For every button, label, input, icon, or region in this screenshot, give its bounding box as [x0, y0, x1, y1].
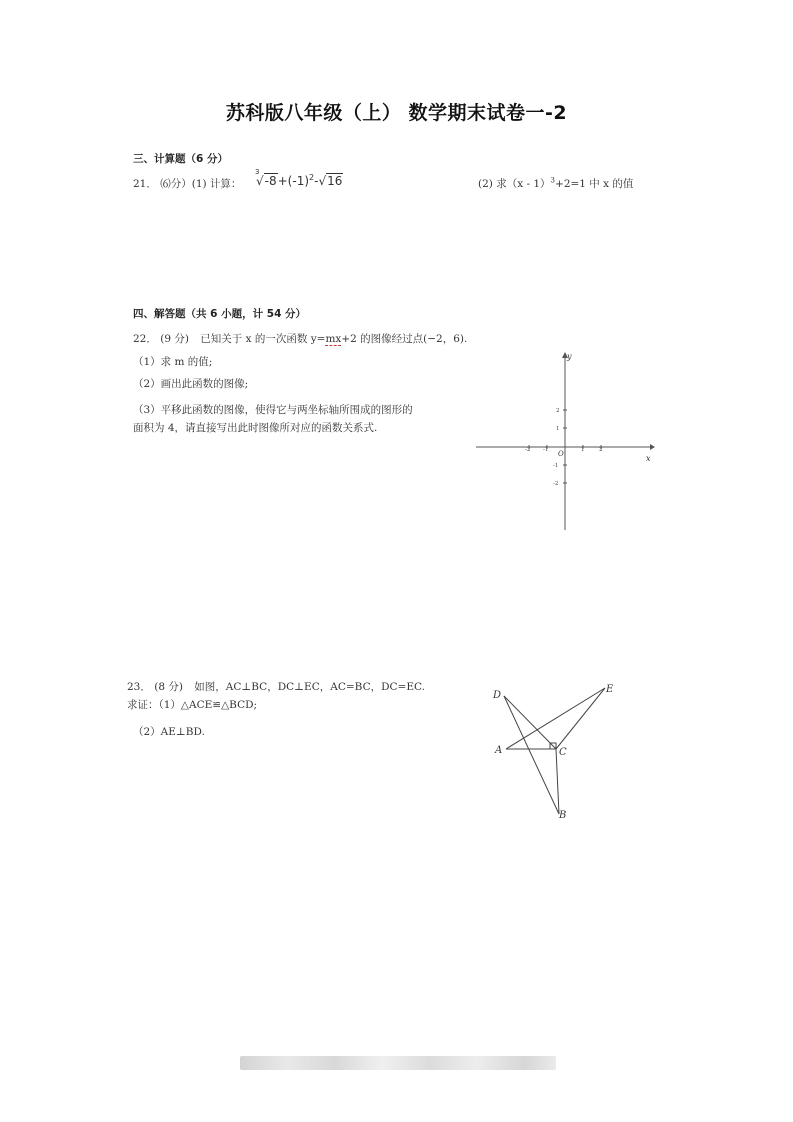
q22-part3-line2: 面积为 4，请直接写出此时图像所对应的函数关系式. [133, 422, 378, 434]
tick-label-x-neg2: -2 [525, 447, 531, 453]
question-23 [127, 679, 425, 694]
tick-label-y-neg2: -2 [553, 481, 559, 487]
q23-score: (8 分) [154, 681, 183, 693]
tick-label-y-2: 2 [556, 408, 560, 414]
tick-label-y-neg1: -1 [553, 463, 559, 469]
q22-part2: （2）画出此函数的图像; [133, 378, 249, 390]
origin-label: O [558, 450, 564, 458]
segment-ae [506, 688, 605, 749]
q22-stem-b: +2 的图像经过点(−2，6). [341, 333, 468, 345]
coordinate-axes-figure [470, 348, 660, 534]
q21-part2-b: +2=1 中 x 的值 [555, 178, 634, 190]
q22-number: 22． [133, 333, 157, 345]
q21-score: ⑹分）(1) 计算： [160, 178, 242, 190]
point-a-label: A [495, 745, 503, 756]
root-index: 3 [255, 168, 260, 176]
tick-label-x-neg1: -1 [543, 447, 549, 453]
q22-stem-mx: mx [325, 333, 342, 345]
point-b-label: B [559, 810, 567, 821]
geometry-figure [486, 680, 621, 825]
point-d-label: D [493, 690, 502, 701]
section-4-heading: 四、解答题（共 6 小题，计 54 分） [133, 308, 307, 320]
q23-stem: 如图，AC⊥BC，DC⊥EC，AC=BC，DC=EC. [194, 681, 426, 693]
q21-part2-exp: 3 [550, 176, 556, 185]
section-3-heading: 三、计算题（6 分） [133, 153, 228, 165]
expr-exponent: 2 [309, 173, 315, 182]
point-e-label: E [606, 684, 614, 695]
q21-part2 [478, 176, 633, 191]
question-21 [133, 176, 241, 191]
expr-mid: +(-1) [277, 174, 310, 188]
q21-number: 21． [133, 178, 157, 190]
x-axis-arrow [650, 444, 655, 450]
q22-part1: （1）求 m 的值; [133, 356, 213, 368]
segment-cb [556, 749, 559, 814]
x-axis-label: x [646, 454, 651, 463]
y-axis-label: y [567, 352, 572, 361]
q22-stem-a: 已知关于 x 的一次函数 y= [200, 333, 326, 345]
expr-minus: - [314, 174, 319, 188]
q22-part3-line1: （3）平移此函数的图像，使得它与两坐标轴所围成的图形的 [133, 404, 413, 416]
q21-expression: 3 $√-8+(-1)^2-√16$ [255, 168, 343, 188]
cube-root: 3 √-8 [255, 168, 277, 188]
q22-score: (9 分) [160, 333, 189, 345]
segment-ce [556, 688, 605, 749]
segment-bd [504, 696, 559, 814]
footer-watermark-bar [240, 1056, 556, 1070]
q23-part2: （2）AE⊥BD. [133, 726, 205, 738]
tick-label-x-1: 1 [581, 447, 585, 453]
question-22 [133, 331, 467, 346]
tick-label-y-1: 1 [556, 426, 560, 432]
tick-label-x-2: 2 [599, 447, 603, 453]
point-c-label: C [559, 747, 567, 758]
radicand-2: 16 [327, 174, 343, 188]
q21-part2-a: (2) 求（x - 1） [478, 178, 551, 190]
page-title: 苏科版八年级（上） 数学期末试卷一-2 [225, 102, 568, 124]
radicand-1: -8 [264, 174, 277, 188]
q23-number: 23． [127, 681, 151, 693]
q23-prove: 求证：（1）△ACE≌△BCD; [127, 699, 258, 711]
